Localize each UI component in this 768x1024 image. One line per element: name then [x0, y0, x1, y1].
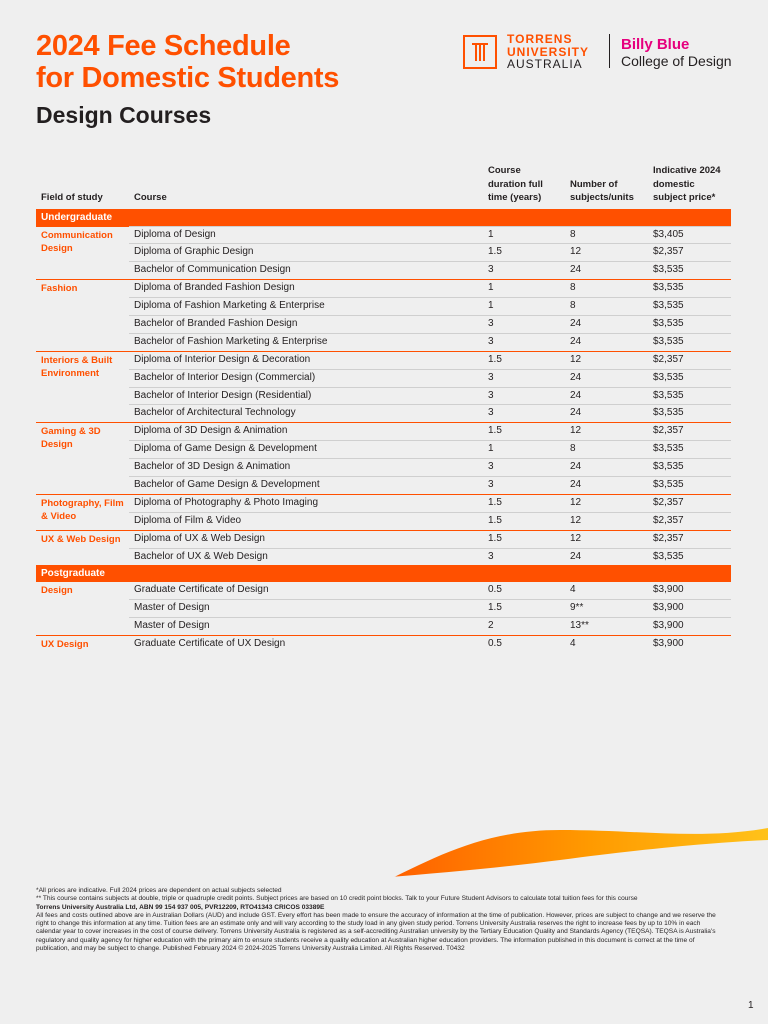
subjects-cell: 8 — [565, 226, 648, 244]
duration-cell: 1.5 — [483, 494, 565, 512]
field-photography: Photography, Film & Video — [36, 494, 129, 530]
company-info: Torrens University Australia Ltd, ABN 99 154 937 005, PVR12209, RTO41343 CRICOS 03389E — [36, 903, 325, 911]
subjects-cell: 13** — [565, 618, 648, 636]
price-cell: $3,535 — [648, 262, 731, 280]
field-ux-design: UX Design — [36, 636, 129, 655]
course-cell: Diploma of Branded Fashion Design — [129, 280, 483, 298]
duration-cell: 1.5 — [483, 530, 565, 548]
subjects-cell: 8 — [565, 298, 648, 316]
duration-cell: 1.5 — [483, 423, 565, 441]
subjects-cell: 12 — [565, 244, 648, 262]
field-interiors: Interiors & Built Environment — [36, 351, 129, 423]
price-cell: $3,535 — [648, 333, 731, 351]
price-cell: $3,535 — [648, 315, 731, 333]
duration-cell: 1.5 — [483, 600, 565, 618]
duration-cell: 1.5 — [483, 244, 565, 262]
course-cell: Bachelor of Branded Fashion Design — [129, 315, 483, 333]
legal-text: All fees and costs outlined above are in Australian Dollars (AUD) and include GST. Every effort has been made to ensure the accuracy of information at the time of publication. However, prices are subject to change and we reserve the right to change this information at any time. Tuition fees are an estimate only and will vary according to the study load in any given study period. Torrens University Australia reserves the right to increase fees by up to 10% in each calendar year to cover increases in the cost of course delivery. Torrens University Australia is registered as a self-accrediting Australian university by the Tertiary Education Quality and Standards Agency (TEQSA). TEQSA is Australia's regulatory and quality agency for higher education with the primary aim to ensure students receive a quality education at Australian higher education providers. The information published in this document is correct at the time of publication, and may be subject to change. Published February 2024 © 2024-2025 Torrens University Australia Limited. All Rights Reserved. T0432 — [36, 911, 716, 953]
section-label: Postgraduate — [36, 565, 731, 582]
price-cell: $3,535 — [648, 369, 731, 387]
duration-cell: 1.5 — [483, 512, 565, 530]
price-cell: $3,535 — [648, 405, 731, 423]
course-cell: Diploma of Interior Design & Decoration — [129, 351, 483, 369]
section-postgraduate — [36, 565, 731, 582]
price-cell: $2,357 — [648, 244, 731, 262]
subjects-cell: 24 — [565, 548, 648, 565]
table-row — [36, 618, 731, 636]
subjects-cell: 24 — [565, 262, 648, 280]
table-row — [36, 459, 731, 477]
table-row — [36, 582, 731, 599]
title-line-2: for Domestic Students — [36, 62, 340, 94]
price-cell: $3,405 — [648, 226, 731, 244]
table-row — [36, 262, 731, 280]
footnote-1: *All prices are indicative. Full 2024 prices are dependent on actual subjects selected — [36, 887, 282, 894]
billy-blue-logo-line-2: College of Design — [621, 53, 732, 69]
torrens-logo-line-3: AUSTRALIA — [507, 57, 583, 71]
course-cell: Diploma of Film & Video — [129, 512, 483, 530]
subjects-cell: 12 — [565, 423, 648, 441]
duration-cell: 3 — [483, 548, 565, 565]
duration-cell: 0.5 — [488, 584, 502, 596]
page-subtitle: Design Courses — [36, 102, 212, 128]
subjects-cell: 9** — [565, 600, 648, 618]
torrens-mark-icon — [463, 35, 497, 69]
field-ux-web: UX & Web Design — [36, 530, 129, 565]
duration-cell: 3 — [483, 476, 565, 494]
duration-cell: 1 — [483, 298, 565, 316]
section-undergraduate — [36, 209, 731, 227]
table-row — [36, 441, 731, 459]
subjects-cell: 4 — [570, 584, 576, 596]
table-row — [36, 423, 731, 441]
field-design: Design — [41, 585, 73, 597]
price-cell: $3,535 — [648, 441, 731, 459]
course-cell: Bachelor of Game Design & Development — [129, 476, 483, 494]
course-cell: Master of Design — [129, 600, 483, 618]
price-cell: $2,357 — [648, 351, 731, 369]
title-line-1: 2024 Fee Schedule — [36, 30, 291, 62]
field-communication-design: Communication Design — [36, 226, 129, 280]
subjects-cell: 12 — [565, 530, 648, 548]
course-cell: Bachelor of Fashion Marketing & Enterprise — [129, 333, 483, 351]
subjects-cell: 24 — [565, 459, 648, 477]
subjects-cell: 24 — [565, 387, 648, 405]
duration-cell: 3 — [483, 405, 565, 423]
torrens-logo — [463, 33, 589, 71]
course-cell: Diploma of Game Design & Development — [129, 441, 483, 459]
course-cell: Bachelor of Interior Design (Residential) — [129, 387, 483, 405]
fee-table — [36, 164, 731, 655]
page-title — [36, 30, 339, 94]
price-cell: $2,357 — [648, 512, 731, 530]
torrens-logo-line-2: UNIVERSITY — [507, 44, 590, 59]
table-row — [36, 494, 731, 512]
price-cell: $3,535 — [648, 280, 731, 298]
table-row — [36, 315, 731, 333]
course-cell: Diploma of Photography & Photo Imaging — [129, 494, 483, 512]
table-row — [36, 405, 731, 423]
subjects-cell: 24 — [565, 476, 648, 494]
page-number: 1 — [748, 1000, 754, 1011]
course-cell: Diploma of UX & Web Design — [129, 530, 483, 548]
price-cell: $3,535 — [648, 548, 731, 565]
table-row — [36, 512, 731, 530]
torrens-logo-line-1: TORRENS — [507, 32, 573, 46]
price-cell: $2,357 — [648, 494, 731, 512]
course-cell: Diploma of Fashion Marketing & Enterprise — [129, 298, 483, 316]
duration-cell: 3 — [483, 459, 565, 477]
table-row — [36, 476, 731, 494]
table-row — [36, 387, 731, 405]
duration-cell: 2 — [483, 618, 565, 636]
course-cell: Bachelor of UX & Web Design — [129, 548, 483, 565]
table-row — [36, 226, 731, 244]
subjects-cell: 24 — [565, 369, 648, 387]
header-subjects: Number of subjects/units — [570, 178, 634, 203]
duration-cell: 1 — [483, 226, 565, 244]
price-cell: $3,900 — [648, 600, 731, 618]
subjects-cell: 12 — [565, 512, 648, 530]
duration-cell: 1 — [483, 280, 565, 298]
duration-cell: 3 — [483, 315, 565, 333]
table-row — [36, 548, 731, 565]
table-row — [36, 351, 731, 369]
price-cell: $3,535 — [648, 459, 731, 477]
table-row — [36, 298, 731, 316]
price-cell: $2,357 — [648, 530, 731, 548]
table-row — [36, 280, 731, 298]
course-cell: Bachelor of 3D Design & Animation — [129, 459, 483, 477]
course-cell: Graduate Certificate of UX Design — [129, 636, 483, 655]
logo-divider — [609, 34, 610, 68]
subjects-cell: 12 — [565, 494, 648, 512]
subjects-cell: 4 — [565, 636, 648, 655]
price-cell: $3,535 — [648, 476, 731, 494]
duration-cell: 3 — [483, 387, 565, 405]
duration-cell: 3 — [483, 369, 565, 387]
subjects-cell: 24 — [565, 315, 648, 333]
billy-blue-logo-line-1: Billy Blue — [621, 36, 690, 53]
price-cell: $3,900 — [648, 636, 731, 655]
subjects-cell: 24 — [565, 333, 648, 351]
subjects-cell: 24 — [565, 405, 648, 423]
subjects-cell: 8 — [565, 441, 648, 459]
course-cell: Graduate Certificate of Design — [134, 584, 269, 596]
header-field: Field of study — [41, 192, 103, 203]
duration-cell: 1.5 — [483, 351, 565, 369]
course-cell: Bachelor of Architectural Technology — [129, 405, 483, 423]
price-cell: $3,535 — [648, 298, 731, 316]
subjects-cell: 12 — [565, 351, 648, 369]
table-row — [36, 369, 731, 387]
price-cell: $3,900 — [648, 618, 731, 636]
price-cell: $3,535 — [648, 387, 731, 405]
table-row — [36, 600, 731, 618]
footnote-2: ** This course contains subjects at double, triple or quadruple credit points. Subject prices are based on 10 credit point blocks. Talk to your Future Student Advisors to calculate total tuition fees for this course — [36, 895, 638, 903]
price-cell: $2,357 — [648, 423, 731, 441]
billy-blue-logo — [621, 36, 732, 69]
course-cell: Diploma of Design — [129, 226, 483, 244]
field-gaming: Gaming & 3D Design — [36, 423, 129, 495]
header-price: Indicative 2024 domestic subject price* — [653, 165, 721, 203]
field-fashion: Fashion — [36, 280, 129, 352]
course-cell: Diploma of Graphic Design — [129, 244, 483, 262]
table-row — [36, 530, 731, 548]
footer — [36, 887, 716, 953]
duration-cell: 0.5 — [483, 636, 565, 655]
table-row — [36, 333, 731, 351]
course-cell: Diploma of 3D Design & Animation — [129, 423, 483, 441]
header-duration: Course duration full time (years) — [488, 165, 543, 203]
header-course: Course — [134, 192, 167, 203]
subjects-cell: 8 — [565, 280, 648, 298]
duration-cell: 1 — [483, 441, 565, 459]
table-row — [36, 244, 731, 262]
course-cell: Master of Design — [129, 618, 483, 636]
duration-cell: 3 — [483, 262, 565, 280]
course-cell: Bachelor of Communication Design — [129, 262, 483, 280]
table-row — [36, 636, 731, 655]
price-cell: $3,900 — [653, 584, 684, 596]
section-label: Undergraduate — [36, 209, 731, 227]
duration-cell: 3 — [483, 333, 565, 351]
course-cell: Bachelor of Interior Design (Commercial) — [129, 369, 483, 387]
table-header-row — [36, 164, 731, 209]
